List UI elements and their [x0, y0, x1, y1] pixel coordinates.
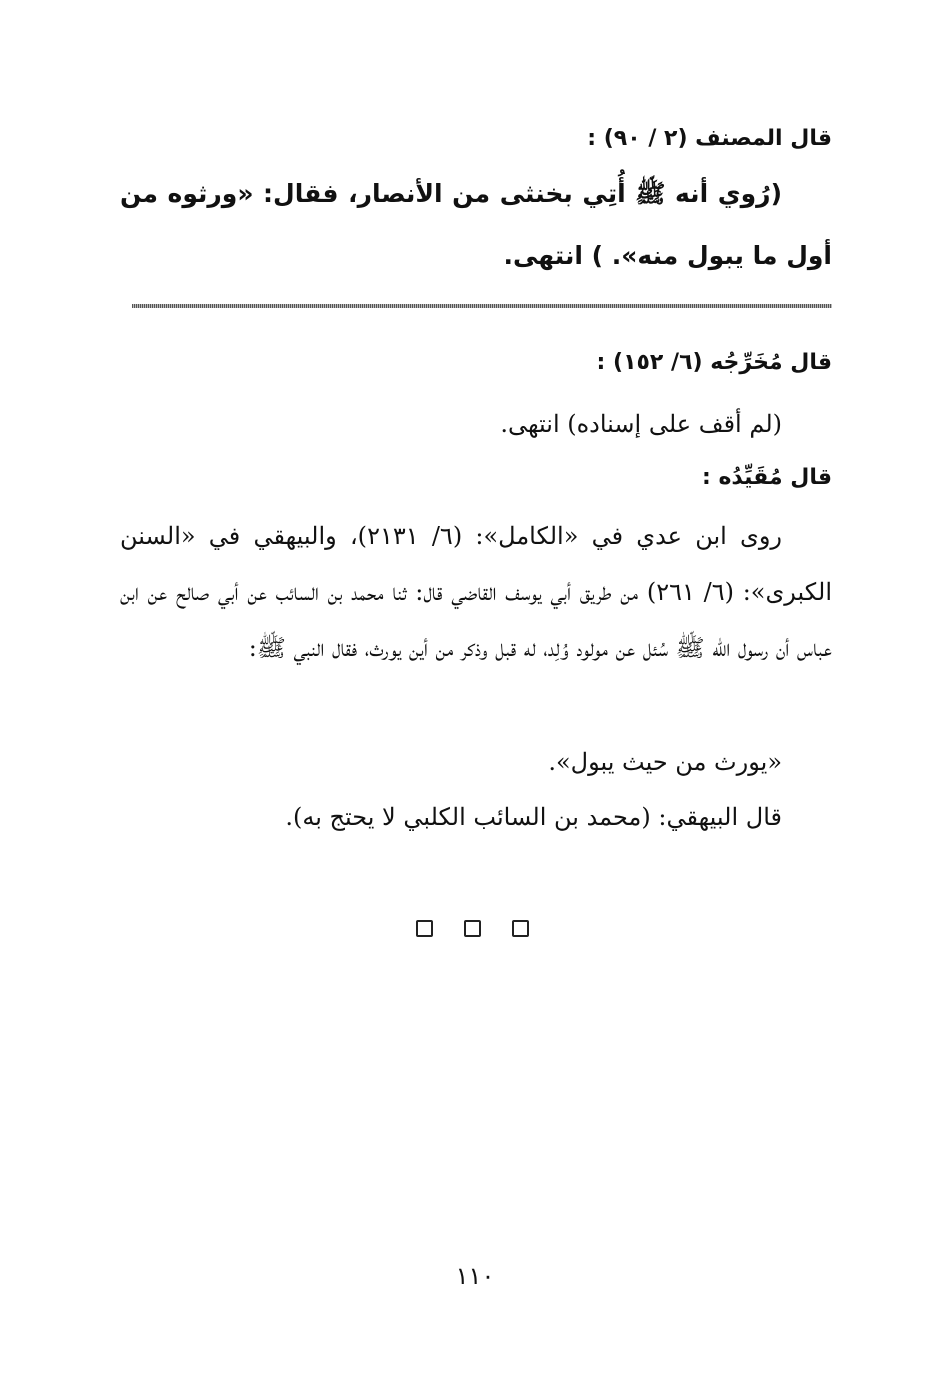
bayhaqi-statement: قال البيهقي: (محمد بن السائب الكلبي لا يحتج به). [285, 803, 782, 831]
hadith-text: «يورث من حيث يبول». [548, 748, 782, 776]
author-heading: قال المصنف (٢ / ٩٠) : [587, 126, 832, 151]
commentator-paragraph: روى ابن عدي في «الكامل»: (٦/ ٢١٣١)، والبيهقي في «السنن الكبرى»: (٦/ ٢٦١) من طريق أبي يوسف القاضي قال: ثنا محمد بن السائب عن أبي صالح عن ابن عباس أن رسول الله ﷺ سُئل عن مولود وُلِد، له قبل وذكر من أين يورث، فقال النبي ﷺ: [120, 522, 832, 662]
section-end-ornament [416, 920, 529, 937]
author-quote: (رُوي أنه ﷺ أُتِي بخنثى من الأنصار، فقال: «ورثوه من أول ما يبول منه». ) انتهى. [120, 179, 832, 270]
takhrij-text: (لم أقف على إسناده) انتهى. [500, 410, 782, 438]
section-divider [132, 304, 832, 308]
square-ornament-icon [464, 920, 481, 937]
commentator-heading: قال مُقَيِّدُه : [701, 465, 832, 490]
square-ornament-icon [512, 920, 529, 937]
takhrij-heading: قال مُخَرِّجُه (٦/ ١٥٢) : [596, 350, 832, 375]
square-ornament-icon [416, 920, 433, 937]
page-number: ١١٠ [455, 1262, 495, 1290]
